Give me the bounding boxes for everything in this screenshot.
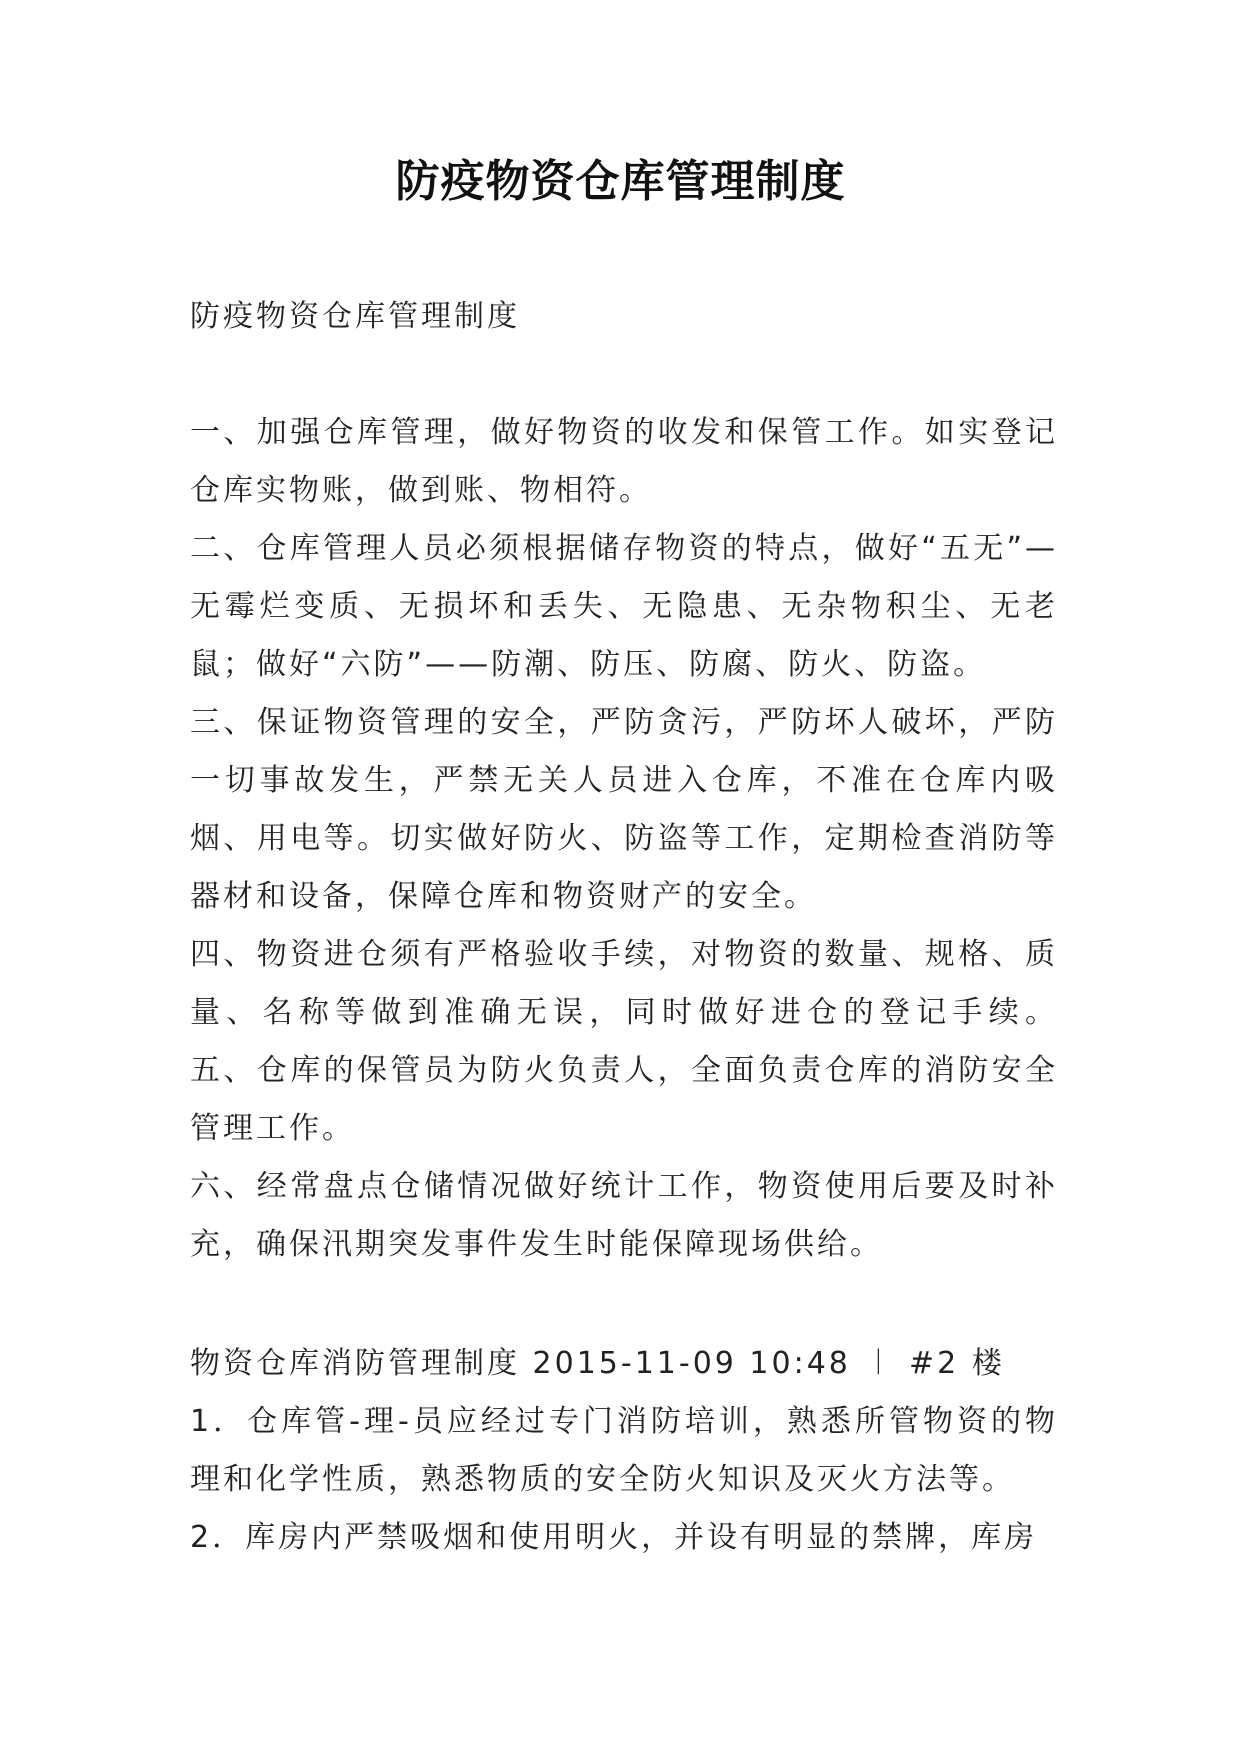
document-title: 防疫物资仓库管理制度 (395, 156, 846, 207)
fire-regulation-heading: 物资仓库消防管理制度 2015-11-09 10:48 ︱ #2 楼 (190, 1346, 1005, 1381)
section-2: 二、仓库管理人员必须根据储存物资的特点，做好“五无”—无霉烂变质、无损坏和丢失、无隐患、无杂物积尘、无老鼠；做好“六防”——防潮、防压、防腐、防火、防盗。 (190, 531, 1058, 682)
section-1: 一、加强仓库管理，做好物资的收发和保管工作。如实登记仓库实物账，做到账、物相符。 (190, 415, 1058, 508)
document-subtitle: 防疫物资仓库管理制度 (190, 299, 520, 334)
section-3: 三、保证物资管理的安全，严防贪污，严防坏人破坏，严防一切事故发生，严禁无关人员进入仓库，不准在仓库内吸烟、用电等。切实做好防火、防盗等工作，定期检查消防等器材和设备，保障仓库和物资财产的安全。 (190, 705, 1058, 914)
fire-rule-2: 2．库房内严禁吸烟和使用明火，并设有明显的禁牌，库房 (190, 1520, 1038, 1555)
section-4: 四、物资进仓须有严格验收手续，对物资的数量、规格、质量、名称等做到准确无误，同时做好进仓的登记手续。 五、仓库的保管员为防火负责人，全面负责仓库的消防安全管理工作。 (190, 937, 1058, 1146)
fire-rule-1: 1．仓库管-理-员应经过专门消防培训，熟悉所管物资的物理和化学性质，熟悉物质的安全防火知识及灭火方法等。 (190, 1404, 1058, 1497)
fire-regulation-rules (190, 1393, 1058, 1567)
section-6: 六、经常盘点仓储情况做好统计工作，物资使用后要及时补充，确保汛期突发事件发生时能保障现场供给。 (190, 1169, 1058, 1262)
regulation-sections (190, 404, 1058, 1274)
